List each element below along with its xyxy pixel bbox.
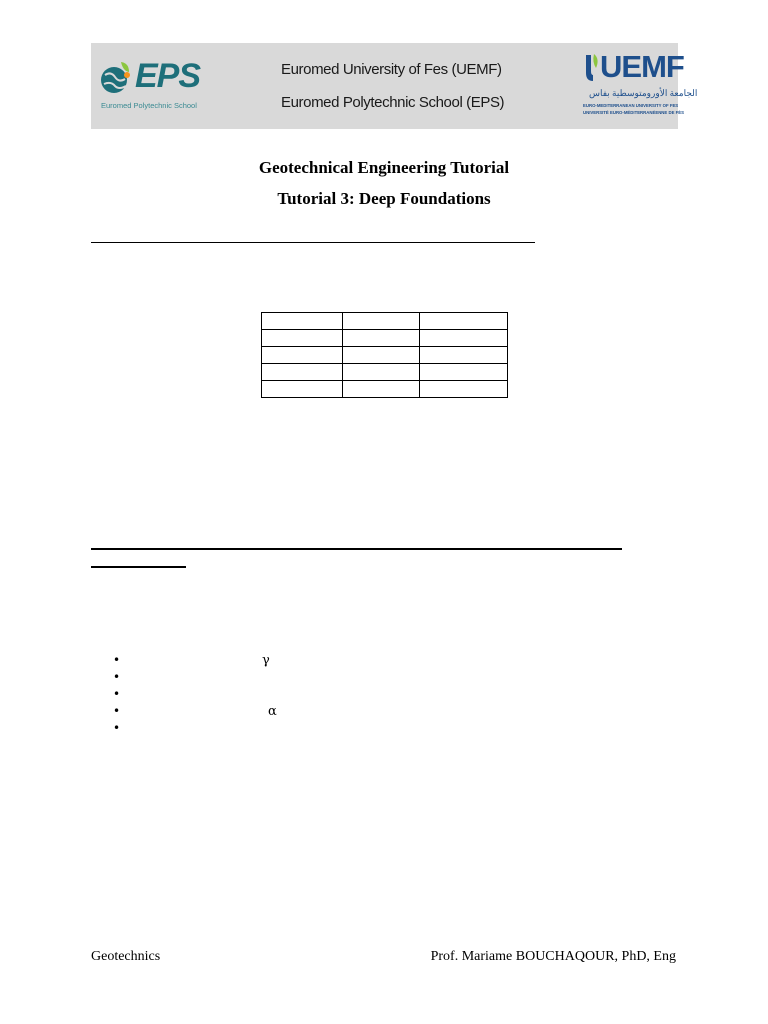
table-row <box>262 364 508 381</box>
table-cell <box>343 330 419 347</box>
footer-author: Prof. Mariame BOUCHAQOUR, PhD, Eng <box>430 949 676 964</box>
table-row <box>262 330 508 347</box>
uemf-subtitle-en: EURO-MEDITERRANEAN UNIVERSITY OF FES <box>583 103 679 108</box>
eps-globe-icon <box>99 59 133 97</box>
uemf-logo-text: UEMF <box>600 49 684 84</box>
bullet-list <box>113 653 513 738</box>
list-item <box>113 721 513 738</box>
table-cell <box>419 381 507 398</box>
question-divider-long <box>91 548 622 550</box>
eps-logo-subtitle: Euromed Polytechnic School <box>101 101 197 110</box>
bullet-symbol: α <box>268 704 277 719</box>
data-table <box>261 312 508 398</box>
table-cell <box>262 330 343 347</box>
uemf-logo <box>583 49 698 123</box>
bullet-marker: • <box>113 704 121 718</box>
list-item <box>113 704 513 721</box>
footer-course: Geotechnics <box>91 949 161 964</box>
bullet-marker: • <box>113 721 121 735</box>
table-cell <box>262 347 343 364</box>
university-name-block <box>281 53 505 119</box>
uemf-subtitle <box>583 103 684 116</box>
bullet-marker: • <box>113 653 121 667</box>
uemf-arabic-name: الجامعة الأورومتوسطية بفاس <box>589 88 698 98</box>
list-item <box>113 653 513 670</box>
eps-logo-text: EPS <box>135 57 201 95</box>
table-cell <box>343 347 419 364</box>
table-cell <box>419 347 507 364</box>
table-row <box>262 381 508 398</box>
document-title: Geotechnical Engineering Tutorial <box>258 158 510 177</box>
bullet-symbol: γ <box>262 653 270 668</box>
table-cell <box>419 313 507 330</box>
school-name: Euromed Polytechnic School (EPS) <box>281 94 505 111</box>
bullet-marker: • <box>113 670 121 684</box>
table-cell <box>262 381 343 398</box>
header-banner <box>91 43 698 129</box>
table-row <box>262 347 508 364</box>
uemf-leaf-icon <box>583 51 601 85</box>
table-row <box>262 313 508 330</box>
eps-logo <box>99 57 209 115</box>
bullet-marker: • <box>113 687 121 701</box>
table-cell <box>343 313 419 330</box>
table-cell <box>262 364 343 381</box>
table-cell <box>343 364 419 381</box>
table-cell <box>343 381 419 398</box>
list-item <box>113 670 513 687</box>
question-divider-short <box>91 566 186 568</box>
document-subtitle: Tutorial 3: Deep Foundations <box>277 189 491 208</box>
list-item <box>113 687 513 704</box>
table-cell <box>419 330 507 347</box>
table-cell <box>419 364 507 381</box>
table-cell <box>262 313 343 330</box>
section-divider <box>91 242 535 243</box>
university-name: Euromed University of Fes (UEMF) <box>281 61 502 78</box>
uemf-subtitle-fr: UNIVERSITÉ EURO-MÉDITERRANÉENNE DE FÈS <box>583 109 684 115</box>
